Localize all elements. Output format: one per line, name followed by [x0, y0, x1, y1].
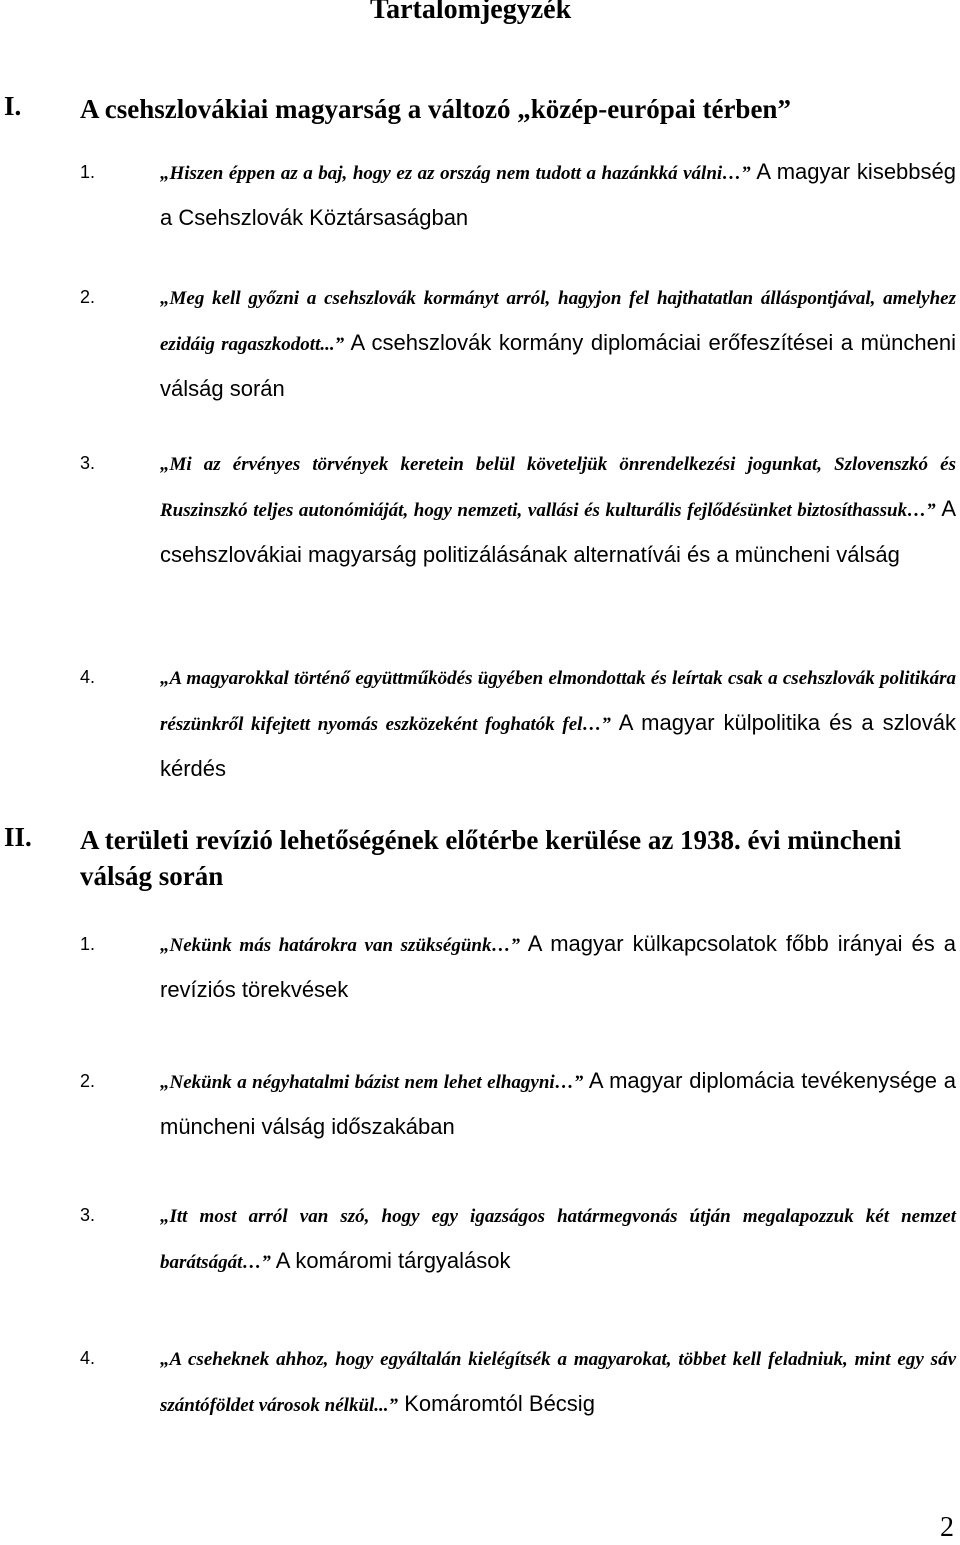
entry-title: A magyar kisebbség a Csehszlovák Köztársaságban [160, 159, 956, 230]
entry-title: A csehszlovák kormány diplomáciai erőfeszítései a müncheni válság során [160, 330, 956, 401]
part-number: II. [4, 822, 32, 852]
toc-entry [160, 1336, 956, 1428]
item-number: 4. [80, 667, 96, 687]
toc-entry [160, 275, 956, 411]
entry-title: A csehszlovákiai magyarság politizálásának alternatívái és a müncheni válság [160, 496, 956, 567]
entry-quote: „Mi az érvényes törvények keretein belül követeljük önrendelkezési jogunkat, Szlovenszkó és Ruszinszkó teljes autonómiáját, hogy nemzeti, vallási és kulturális fejlődésünket biztosíthassuk…” [160, 454, 956, 521]
toc-entry [160, 1193, 956, 1285]
item-number: 1. [80, 934, 96, 954]
entry-title: A magyar külpolitika és a szlovák kérdés [160, 710, 956, 781]
entry-title: A komáromi tárgyalások [275, 1248, 511, 1273]
part-title: A csehszlovákiai magyarság a változó „közép-európai térben” [80, 94, 791, 124]
toc-entry [160, 922, 956, 1012]
item-number: 2. [80, 1071, 96, 1091]
entry-quote: „Itt most arról van szó, hogy egy igazságos határmegvonás útján megalapozzuk két nemzet barátságát…” [160, 1206, 956, 1273]
entry-title: Komáromtól Bécsig [404, 1391, 595, 1416]
page-number: 2 [940, 1512, 954, 1543]
part-title: A területi revízió lehetőségének előtérbe kerülése az 1938. évi müncheni válság során [80, 825, 902, 891]
entry-quote: „Meg kell győzni a csehszlovák kormányt arról, hagyjon fel hajthatatlan álláspontjával, amelyhez ezidáig ragaszkodott...” [160, 288, 956, 355]
item-number: 3. [80, 1205, 96, 1225]
entry-quote: „Nekünk a négyhatalmi bázist nem lehet elhagyni…” [160, 1072, 584, 1093]
item-number: 3. [80, 453, 96, 473]
toc-entry [160, 1059, 956, 1149]
part-number: I. [4, 91, 22, 121]
entry-quote: „Hiszen éppen az a baj, hogy ez az ország nem tudott a hazánkká válni…” [160, 163, 751, 184]
item-number: 1. [80, 162, 96, 182]
toc-entry [160, 441, 956, 577]
entry-quote: „A magyarokkal történő együttműködés ügyében elmondottak és leírtak csak a csehszlovák politikára részünkről kifejtett nyomás eszközeként foghatók fel…” [160, 668, 956, 735]
toc-entry [160, 655, 956, 791]
entry-title: A magyar diplomácia tevékenysége a müncheni válság időszakában [160, 1068, 956, 1139]
item-number: 2. [80, 287, 96, 307]
toc-entry [160, 150, 956, 240]
page-title: Tartalomjegyzék [370, 0, 572, 25]
entry-quote: „Nekünk más határokra van szükségünk…” [160, 935, 520, 956]
entry-quote: „A cseheknek ahhoz, hogy egyáltalán kielégítsék a magyarokat, többet kell feladniuk, mint egy sáv szántóföldet városok nélkül...” [160, 1349, 956, 1416]
item-number: 4. [80, 1348, 96, 1368]
entry-title: A magyar külkapcsolatok főbb irányai és a revíziós törekvések [160, 931, 956, 1002]
